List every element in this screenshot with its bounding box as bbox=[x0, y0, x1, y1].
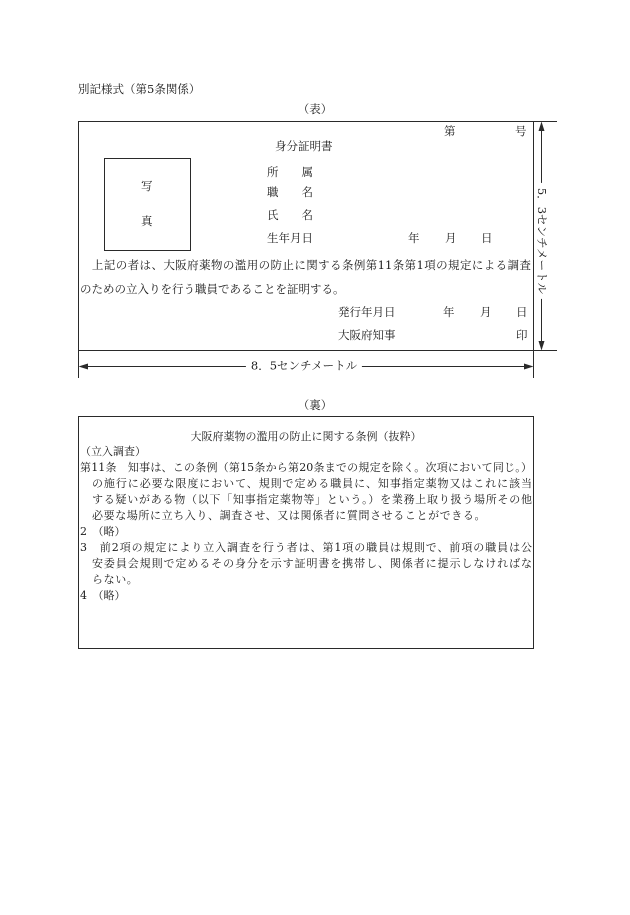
arrow-right-icon bbox=[524, 364, 534, 370]
ordinance-line: 4 （略） bbox=[80, 589, 126, 602]
photo-placeholder bbox=[104, 158, 191, 251]
width-dimension-label: 8．5センチメートル bbox=[246, 360, 362, 372]
issue-date-day: 日 bbox=[516, 305, 528, 319]
birthdate-label: 生年月日 bbox=[267, 231, 313, 245]
photo-label-char: 真 bbox=[141, 214, 153, 228]
arrow-left-icon bbox=[79, 364, 89, 370]
ordinance-line: の施行に必要な限度において、規則で定める職員に、知事指定薬物又はこれに該当 bbox=[92, 477, 532, 490]
ordinance-line: する疑いがある物（以下「知事指定薬物等」という。）を業務上取り扱う場所その他 bbox=[92, 493, 532, 506]
issue-date-label: 発行年月日 bbox=[338, 305, 396, 319]
birthdate-month: 月 bbox=[445, 231, 457, 245]
card-number-prefix: 第 bbox=[444, 124, 456, 138]
height-dimension-label: 5．3センチメートル bbox=[535, 183, 547, 299]
issue-date-year: 年 bbox=[443, 305, 455, 319]
arrow-up-icon bbox=[539, 122, 545, 132]
birthdate-year: 年 bbox=[408, 231, 420, 245]
position-label: 職 名 bbox=[267, 185, 313, 199]
card-title: 身分証明書 bbox=[275, 139, 333, 153]
ordinance-line: 必要な場所に立ち入り、調査させ、又は関係者に質問させることができる。 bbox=[92, 509, 487, 522]
ordinance-line: 3 前2項の規定により立入調査を行う者は、第1項の職員は規則で、前項の職員は公 bbox=[80, 541, 532, 554]
photo-label-char: 写 bbox=[141, 179, 153, 193]
certification-statement-line: のための立入りを行う職員であることを証明する。 bbox=[80, 282, 345, 296]
card-number-suffix: 号 bbox=[515, 124, 527, 138]
name-label: 氏 名 bbox=[267, 208, 313, 222]
certification-statement-line: 上記の者は、大阪府薬物の濫用の防止に関する条例第11条第1項の規定による調査 bbox=[80, 258, 531, 272]
ordinance-line: 第11条 知事は、この条例（第15条から第20条までの規定を除く。次項において同じ。） bbox=[80, 461, 532, 474]
id-card-front bbox=[78, 121, 534, 351]
issuer-label: 大阪府知事 bbox=[338, 328, 396, 342]
issue-date-month: 月 bbox=[480, 305, 492, 319]
ordinance-line: 2 （略） bbox=[80, 525, 126, 538]
seal-label: 印 bbox=[516, 328, 528, 342]
form-label: 別記様式（第5条関係） bbox=[78, 82, 201, 96]
ordinance-title: 大阪府薬物の濫用の防止に関する条例（抜粋） bbox=[190, 430, 422, 443]
affiliation-label: 所 属 bbox=[267, 165, 313, 179]
ordinance-line: 安委員会規則で定めるその身分を示す証明書を携帯し、関係者に提示しなければな bbox=[92, 557, 532, 570]
back-side-label: （裏） bbox=[297, 398, 333, 412]
birthdate-day: 日 bbox=[481, 231, 493, 245]
arrow-down-icon bbox=[539, 341, 545, 351]
front-side-label: （表） bbox=[297, 102, 333, 116]
article-heading: （立入調査） bbox=[80, 445, 146, 458]
ordinance-line: らない。 bbox=[92, 573, 139, 586]
id-card-back bbox=[78, 416, 534, 649]
